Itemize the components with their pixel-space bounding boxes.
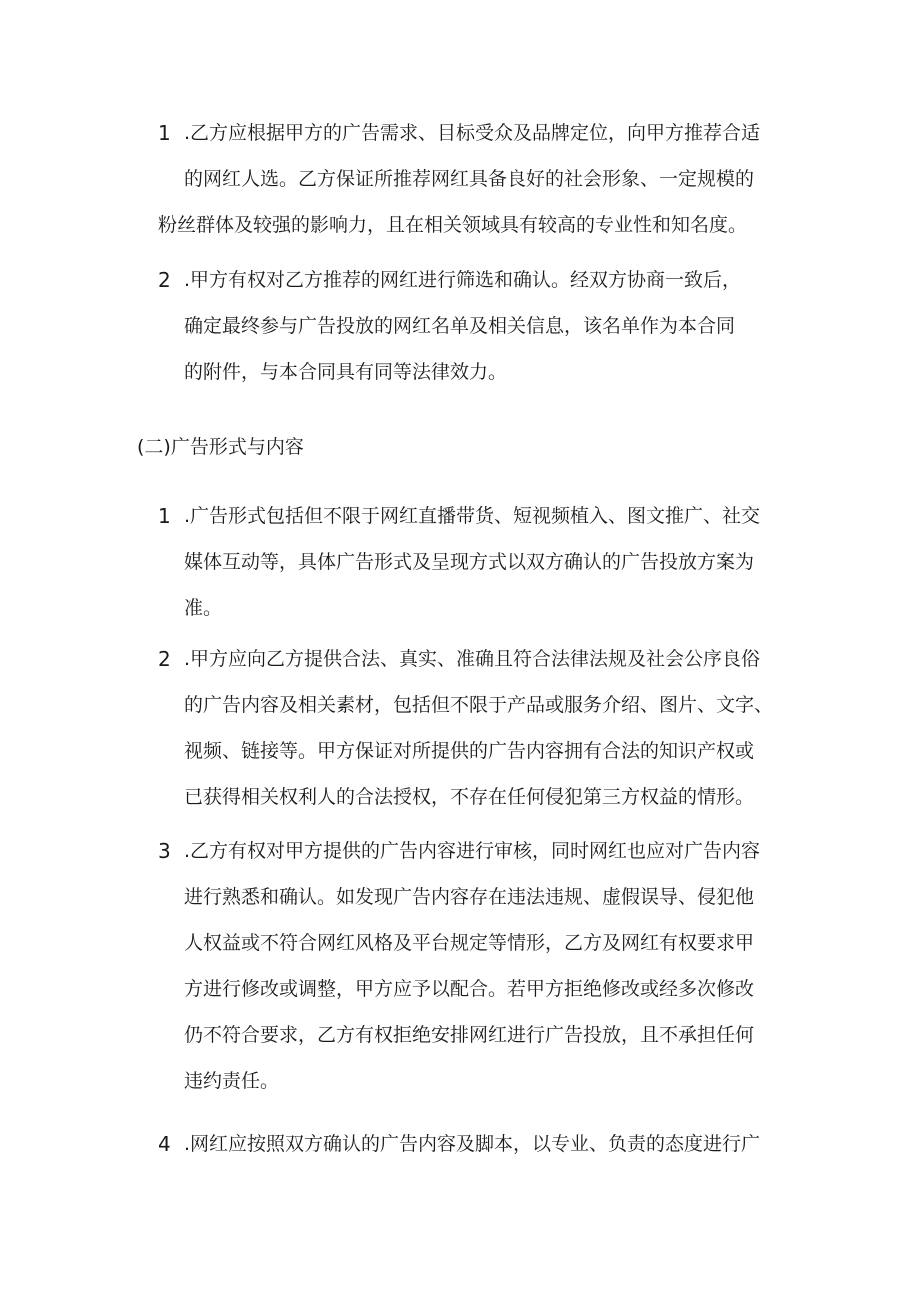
clause-line: 媒体互动等，具体广告形式及呈现方式以双方确认的广告投放方案为	[184, 551, 755, 573]
clause-1-2	[158, 257, 798, 395]
clause-number: 3	[158, 839, 171, 863]
clause-line: 已获得相关权利人的合法授权，不存在任何侵犯第三方权益的情形。	[184, 786, 755, 808]
clause-line: 违约责任。	[184, 1070, 280, 1092]
clause-number: 1	[158, 121, 171, 145]
clause-number: 4	[158, 1132, 171, 1156]
clause-line: .广告形式包括但不限于网红直播带货、短视频植入、图文推广、社交	[184, 505, 761, 527]
clause-2-3	[158, 828, 798, 1104]
clause-line: 视频、链接等。甲方保证对所提供的广告内容拥有合法的知识产权或	[184, 740, 755, 762]
clause-line: .乙方有权对甲方提供的广告内容进行审核，同时网红也应对广告内容	[184, 840, 761, 862]
clause-line: 确定最终参与广告投放的网红名单及相关信息，该名单作为本合同	[184, 315, 736, 337]
clause-number: 2	[158, 268, 171, 292]
clause-line: 方进行修改或调整，甲方应予以配合。若甲方拒绝修改或经多次修改	[184, 978, 755, 1000]
clause-line: 仍不符合要求，乙方有权拒绝安排网红进行广告投放，且不承担任何	[184, 1024, 755, 1046]
clause-line: 人权益或不符合网红风格及平台规定等情形，乙方及网红有权要求甲	[184, 932, 755, 954]
clause-line: 的附件，与本合同具有同等法律效力。	[184, 361, 508, 383]
section-heading: (二)广告形式与内容	[137, 436, 304, 458]
clause-line: 进行熟悉和确认。如发现广告内容存在违法违规、虚假误导、侵犯他	[184, 886, 755, 908]
clause-line: 的广告内容及相关素材，包括但不限于产品或服务介绍、图片、文字、	[184, 694, 774, 716]
clause-2-4	[158, 1121, 798, 1167]
clause-number: 1	[158, 504, 171, 528]
clause-1-1	[158, 110, 798, 248]
clause-line: .甲方有权对乙方推荐的网红进行筛选和确认。经双方协商一致后，	[184, 269, 742, 291]
clause-2-2	[158, 636, 798, 820]
clause-line: 粉丝群体及较强的影响力，且在相关领域具有较高的专业性和知名度。	[158, 214, 748, 236]
clause-number: 2	[158, 647, 171, 671]
clause-line: .乙方应根据甲方的广告需求、目标受众及品牌定位，向甲方推荐合适	[184, 122, 761, 144]
clause-line: .网红应按照双方确认的广告内容及脚本，以专业、负责的态度进行广	[184, 1133, 761, 1155]
clause-line: .甲方应向乙方提供合法、真实、准确且符合法律法规及社会公序良俗	[184, 648, 761, 670]
clause-line: 的网红人选。乙方保证所推荐网红具备良好的社会形象、一定规模的	[184, 168, 755, 190]
clause-line: 准。	[184, 597, 223, 619]
clause-2-1	[158, 493, 798, 631]
